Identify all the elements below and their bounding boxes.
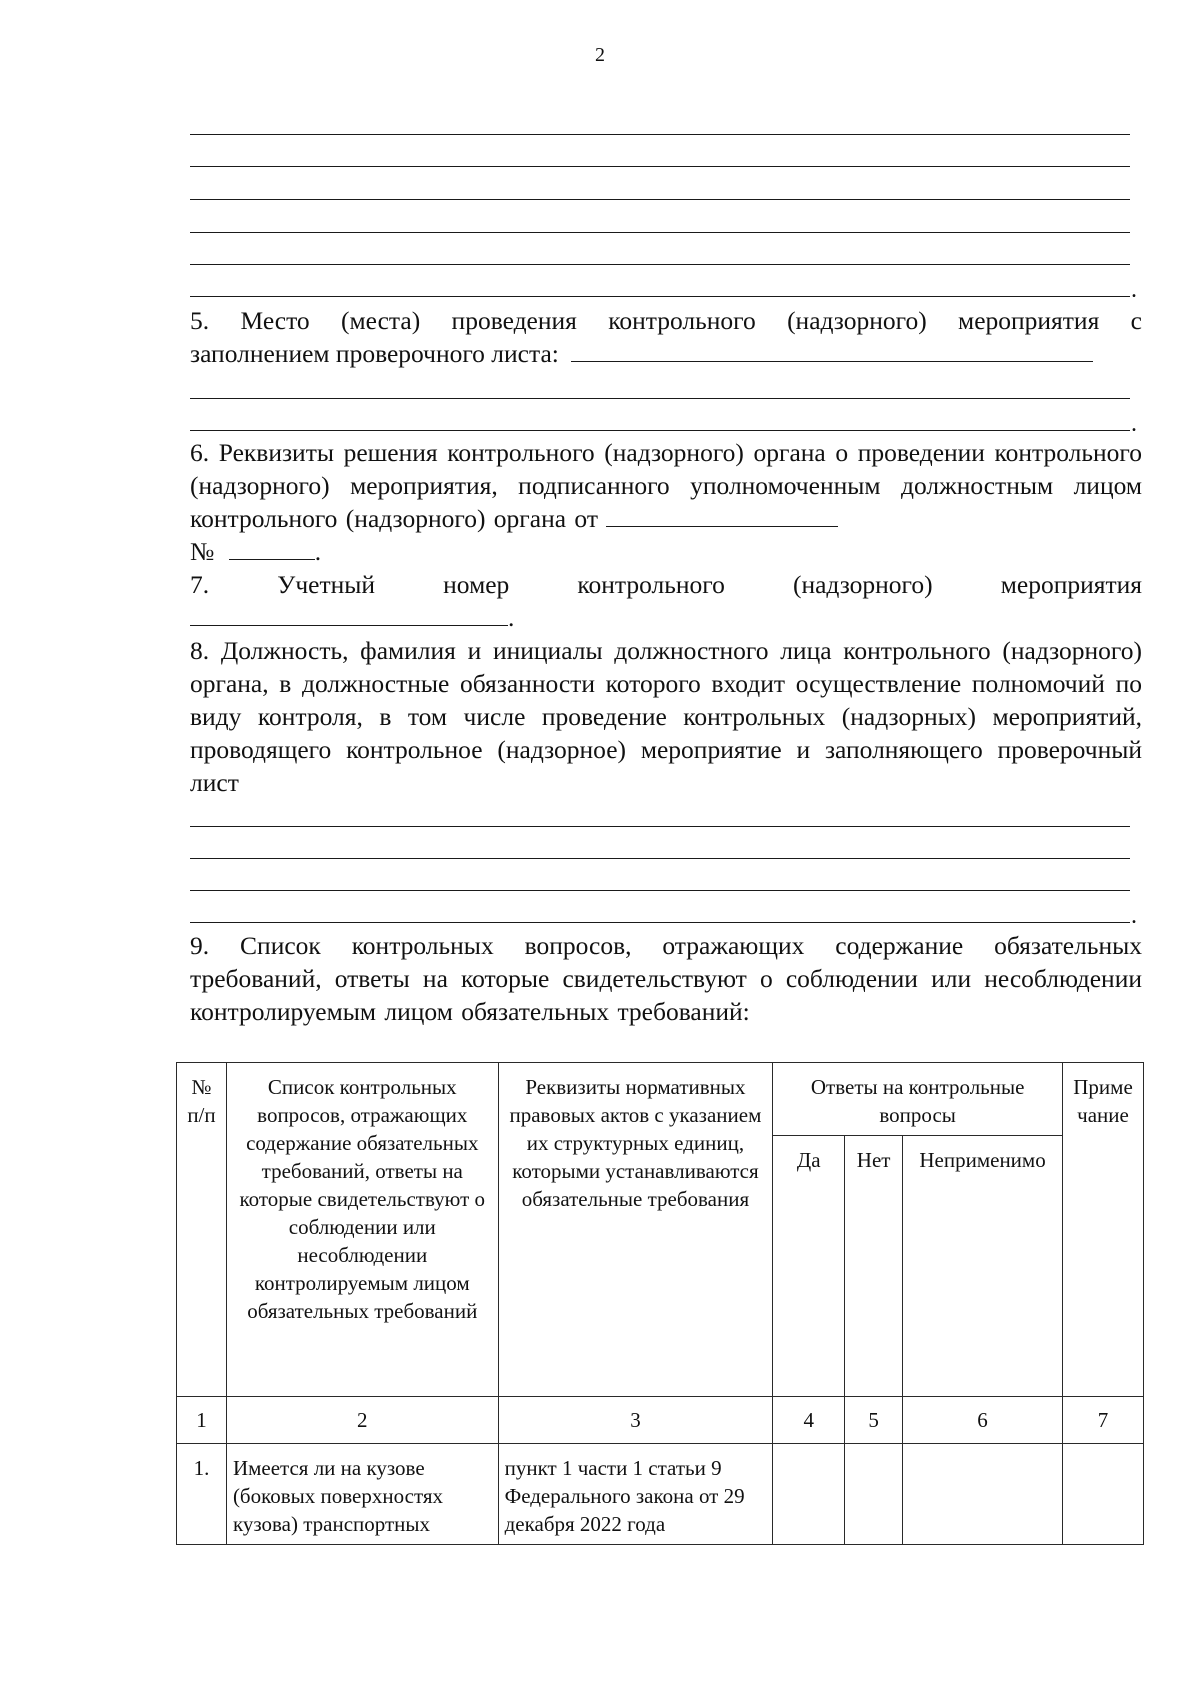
header-num: № п/п: [177, 1063, 227, 1397]
column-number-row: [177, 1397, 1144, 1444]
column-number: 4: [773, 1397, 845, 1444]
number-blank: [229, 539, 315, 560]
fill-line: [190, 826, 1130, 827]
header-na: Неприменимо: [903, 1136, 1063, 1397]
fill-line: [190, 232, 1130, 233]
header-requisites: Реквизиты нормативных правовых актов с указанием их структурных единиц, которыми устанавливаются обязательные требования: [498, 1063, 773, 1397]
header-no: Нет: [845, 1136, 903, 1397]
header-questions: Список контрольных вопросов, отражающих содержание обязательных требований, ответы на которые свидетельствуют о соблюдении или несоблюдении контролируемым лицом обязательных требований: [226, 1063, 498, 1397]
table-row: [177, 1444, 1144, 1545]
line-end-dot: .: [1131, 411, 1137, 437]
row-question: Имеется ли на кузове (боковых поверхностях кузова) транспортных: [226, 1444, 498, 1545]
date-blank: [606, 506, 838, 527]
fill-line: [190, 430, 1130, 431]
column-number: 6: [903, 1397, 1063, 1444]
place-blank: [571, 341, 1093, 362]
section-6-text: [190, 436, 1142, 535]
row-yes-cell[interactable]: [773, 1444, 845, 1545]
section-5-line-1: 5. Место (места) проведения контрольного (надзорного) мероприятия с: [190, 306, 1142, 335]
period: .: [314, 537, 322, 566]
period: .: [508, 603, 515, 632]
fill-line: [190, 858, 1130, 859]
column-number: 7: [1063, 1397, 1144, 1444]
line-end-dot: .: [1131, 277, 1137, 303]
fill-line: [190, 134, 1130, 135]
checklist-table: [176, 1062, 1144, 1545]
section-5-line-2: [190, 337, 1142, 370]
header-note: Приме чание: [1063, 1063, 1144, 1397]
column-number: 5: [845, 1397, 903, 1444]
section-7-text: 7. Учетный номер контрольного (надзорного) мероприятия: [190, 570, 1142, 599]
section-9-text: 9. Список контрольных вопросов, отражающих содержание обязательных требований, ответы на которые свидетельствуют о соблюдении или несоблюдении контролируемым лицом обязательных требований:: [190, 931, 1142, 1026]
section-8-text: 8. Должность, фамилия и инициалы должностного лица контрольного (надзорного) органа, в должностные обязанности которого входит осуществление полномочий по виду контроля, в том числе проведение контрольных (надзорных) мероприятий, проводящего контрольное (надзорное) мероприятие и заполняющего проверочный лист: [190, 636, 1142, 797]
section-6-label: 6. Реквизиты решения контрольного (надзорного) органа о проведении контрольного (надзорного) мероприятия, подписанного уполномоченным должностным лицом контрольного (надзорного) органа от: [190, 438, 1142, 533]
table-header-row: [177, 1063, 1144, 1136]
column-number: 1: [177, 1397, 227, 1444]
fill-line: [190, 166, 1130, 167]
column-number: 2: [226, 1397, 498, 1444]
page-number: 2: [595, 44, 605, 66]
header-answers: Ответы на контрольные вопросы: [773, 1063, 1063, 1136]
fill-line: [190, 199, 1130, 200]
column-number: 3: [498, 1397, 773, 1444]
line-end-dot: .: [1131, 903, 1137, 929]
row-no-cell[interactable]: [845, 1444, 903, 1545]
number-sign: №: [190, 537, 215, 566]
header-yes: Да: [773, 1136, 845, 1397]
row-num: 1.: [177, 1444, 227, 1545]
fill-line: [190, 264, 1130, 265]
row-note-cell[interactable]: [1063, 1444, 1144, 1545]
fill-line: [190, 398, 1130, 399]
row-na-cell[interactable]: [903, 1444, 1063, 1545]
section-7-blank-row: [190, 601, 1142, 634]
section-6-number-row: [190, 535, 1142, 568]
fill-line: [190, 922, 1130, 923]
row-requisite: пункт 1 части 1 статьи 9 Федерального закона от 29 декабря 2022 года: [498, 1444, 773, 1545]
fill-line: [190, 296, 1130, 297]
fill-line: [190, 890, 1130, 891]
section-5-label: заполнением проверочного листа:: [190, 339, 559, 368]
registration-number-blank: [190, 605, 508, 626]
